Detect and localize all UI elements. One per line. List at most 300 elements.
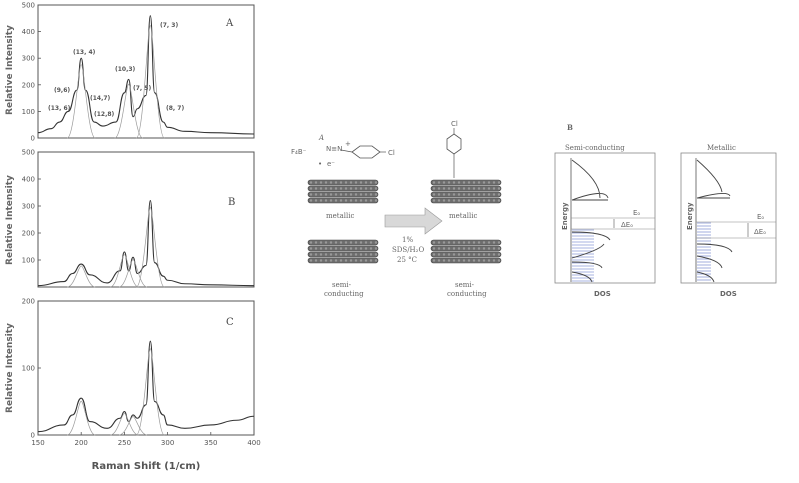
panel-c-frame: [38, 301, 254, 435]
nanotube-hex: [355, 241, 357, 243]
nanotube-hex: [453, 259, 455, 261]
nanotube-hex: [315, 199, 317, 201]
nanotube-hex: [493, 199, 495, 201]
nanotube-hex: [438, 199, 440, 201]
nanotube-hex: [370, 241, 372, 243]
spectrum-trace: [38, 16, 254, 134]
ytick-label: 300: [21, 54, 35, 63]
reaction-arrow: [385, 208, 442, 234]
nanotube-hex: [443, 199, 445, 201]
xtick-label: 400: [247, 439, 261, 447]
nanotube-hex: [345, 259, 347, 261]
nanotube-hex: [478, 259, 480, 261]
ytick-label: 400: [21, 175, 35, 184]
nanotube: [308, 192, 378, 197]
nanotube-hex: [320, 253, 322, 255]
nanotube-hex: [330, 181, 332, 183]
nanotube-hex: [370, 259, 372, 261]
nanotube-hex: [325, 247, 327, 249]
nanotube-hex: [453, 241, 455, 243]
nanotube-hex: [488, 199, 490, 201]
nanotube-hex: [345, 187, 347, 189]
nanotube-hex: [375, 241, 377, 243]
nanotube-hex: [483, 241, 485, 243]
nanotube-hex: [458, 241, 460, 243]
nanotube-hex: [438, 181, 440, 183]
nanotube-hex: [345, 181, 347, 183]
nanotube-hex: [315, 193, 317, 195]
nanotube-hex: [473, 259, 475, 261]
semiconducting-energy-label: Energy: [561, 202, 569, 230]
panel-b-label: B: [228, 197, 236, 208]
nanotube-hex: [370, 253, 372, 255]
semi-label-left-2: conducting: [324, 290, 364, 298]
nanotube-hex: [438, 247, 440, 249]
nanotube-hex: [448, 187, 450, 189]
nanotube-hex: [458, 181, 460, 183]
nanotube: [308, 246, 378, 251]
dos-panel-label: B: [567, 123, 573, 132]
semiconducting-delta: ΔEₒ: [621, 221, 634, 229]
annotation-12-8: (12,8): [94, 111, 115, 118]
nanotube-hex: [458, 199, 460, 201]
reagent-charge: +: [345, 140, 351, 148]
nanotube-hex: [355, 193, 357, 195]
nanotube-hex: [488, 259, 490, 261]
nanotube-hex: [365, 241, 367, 243]
nanotube-hex: [360, 247, 362, 249]
nanotube: [308, 186, 378, 191]
raman-panel-b: [22, 149, 254, 288]
nanotube-hex: [483, 187, 485, 189]
metallic-filled-states: [697, 223, 711, 280]
nanotube-hex: [340, 193, 342, 195]
nanotube: [431, 180, 501, 185]
nanotube-hex: [498, 241, 500, 243]
nanotube-hex: [463, 241, 465, 243]
dos-diagrams: [555, 123, 776, 298]
reagent-benzene-ring: [352, 146, 380, 158]
nanotube-hex: [335, 199, 337, 201]
nanotube: [431, 186, 501, 191]
nanotube-hex: [325, 259, 327, 261]
nanotube-hex: [468, 259, 470, 261]
nanotube-hex: [463, 181, 465, 183]
ytick-label: 0: [30, 134, 35, 143]
nanotube-hex: [488, 181, 490, 183]
raman-panel-a: [22, 2, 254, 143]
nanotube-hex: [360, 259, 362, 261]
nanotube-hex: [325, 193, 327, 195]
nanotube-hex: [468, 247, 470, 249]
nanotube-hex: [330, 247, 332, 249]
nanotube-hex: [355, 199, 357, 201]
nanotube-hex: [443, 181, 445, 183]
nanotube-hex: [478, 187, 480, 189]
nanotube-hex: [433, 199, 435, 201]
reagent-bond: [341, 150, 352, 152]
nanotube-hex: [448, 259, 450, 261]
nanotube-hex: [458, 253, 460, 255]
nanotube-hex: [375, 253, 377, 255]
nanotube-hex: [453, 199, 455, 201]
nanotube-hex: [350, 241, 352, 243]
nanotube-hex: [340, 181, 342, 183]
nanotube-hex: [310, 253, 312, 255]
nanotube-hex: [340, 187, 342, 189]
metallic-dos-label: DOS: [720, 290, 737, 298]
ytick-label: 200: [21, 81, 35, 90]
nanotube-hex: [310, 181, 312, 183]
nanotube-hex: [355, 187, 357, 189]
nanotube: [431, 240, 501, 245]
metallic-ef: Eₒ: [757, 213, 765, 221]
nanotube-hex: [438, 241, 440, 243]
nanotube-hex: [340, 247, 342, 249]
nanotube-hex: [458, 247, 460, 249]
ytick-label: 100: [21, 107, 35, 116]
nanotube-hex: [433, 247, 435, 249]
nanotube-hex: [463, 253, 465, 255]
nanotube-hex: [433, 259, 435, 261]
nanotube-hex: [478, 181, 480, 183]
nanotube-hex: [350, 181, 352, 183]
nanotube-hex: [335, 247, 337, 249]
annotation-14-7: (14,7): [90, 95, 111, 102]
nanotube-hex: [310, 187, 312, 189]
nanotube-hex: [443, 247, 445, 249]
nanotube-hex: [433, 253, 435, 255]
semiconducting-filled-states: [572, 230, 594, 281]
ytick-label: 0: [30, 431, 35, 440]
nanotube-hex: [345, 241, 347, 243]
nanotube-hex: [330, 241, 332, 243]
ytick-label: 100: [21, 364, 35, 373]
xtick-label: 300: [160, 439, 175, 447]
panel-a-plot: [38, 16, 254, 138]
nanotube-hex: [463, 187, 465, 189]
annotation-13-4: (13, 4): [73, 49, 96, 56]
nanotube-hex: [498, 187, 500, 189]
annotation-8-7: (8, 7): [166, 105, 185, 112]
nanotube-hex: [355, 181, 357, 183]
nanotube-hex: [468, 241, 470, 243]
condition-2: SDS/H₂O: [392, 246, 425, 254]
semi-label-right-2: conducting: [447, 290, 487, 298]
nanotube-hex: [498, 247, 500, 249]
reagent-nitrogen: N≡N: [326, 145, 343, 153]
nanotube-hex: [453, 247, 455, 249]
nanotube-hex: [483, 193, 485, 195]
panel-a-label: A: [226, 18, 234, 29]
xtick-label: 250: [117, 439, 132, 447]
xtick-label: 350: [204, 439, 218, 447]
nanotube-hex: [478, 247, 480, 249]
semiconducting-dos-label: DOS: [594, 290, 611, 298]
nanotube-hex: [458, 193, 460, 195]
nanotubes-metallic-left: [308, 180, 378, 203]
nanotube-hex: [438, 187, 440, 189]
nanotube-hex: [350, 199, 352, 201]
nanotube-hex: [463, 247, 465, 249]
annotation-7-5: (7, 5): [133, 85, 152, 92]
nanotube-hex: [448, 253, 450, 255]
nanotube-hex: [360, 181, 362, 183]
nanotube-hex: [325, 187, 327, 189]
nanotube-hex: [320, 241, 322, 243]
nanotube-hex: [345, 193, 347, 195]
nanotube-hex: [473, 187, 475, 189]
nanotube-hex: [310, 247, 312, 249]
semi-label-left-1: semi-: [332, 281, 351, 289]
dos-metallic: [681, 144, 776, 298]
nanotube-hex: [310, 259, 312, 261]
metallic-label-left: metallic: [326, 212, 355, 220]
nanotube-hex: [330, 193, 332, 195]
panel-b-frame: [38, 152, 254, 287]
nanotube-hex: [473, 193, 475, 195]
nanotube-hex: [310, 241, 312, 243]
nanotube-hex: [335, 241, 337, 243]
fit-component: [67, 266, 95, 287]
nanotube-hex: [360, 193, 362, 195]
nanotube-hex: [438, 253, 440, 255]
nanotube-hex: [365, 187, 367, 189]
spectrum-trace: [38, 341, 254, 431]
nanotube-hex: [493, 187, 495, 189]
nanotube: [431, 246, 501, 251]
nanotubes-metallic-right: [431, 180, 501, 203]
nanotube-hex: [315, 187, 317, 189]
nanotube-hex: [478, 193, 480, 195]
nanotube-hex: [493, 253, 495, 255]
annotation-10-3: (10,3): [115, 66, 136, 73]
nanotube: [431, 258, 501, 263]
nanotube-hex: [375, 181, 377, 183]
nanotube-hex: [498, 199, 500, 201]
nanotube-hex: [473, 199, 475, 201]
raman-panel-c: [22, 298, 254, 440]
product-cl: Cl: [451, 120, 458, 128]
reagent-counterion: F₄B⁻: [291, 148, 307, 156]
nanotube-hex: [370, 199, 372, 201]
nanotube-hex: [468, 199, 470, 201]
nanotube-hex: [448, 199, 450, 201]
nanotube-hex: [330, 199, 332, 201]
nanotube-hex: [453, 187, 455, 189]
nanotube-hex: [498, 181, 500, 183]
nanotube-hex: [468, 253, 470, 255]
nanotube: [431, 252, 501, 257]
panel-b-plot: [38, 201, 254, 287]
nanotube-hex: [320, 199, 322, 201]
nanotube-hex: [448, 193, 450, 195]
reagent-electron-dot: •: [318, 160, 323, 168]
nanotube-hex: [350, 193, 352, 195]
nanotube-hex: [493, 181, 495, 183]
nanotube-hex: [473, 241, 475, 243]
scheme-panel-label: A: [319, 134, 325, 142]
xtick-label: 200: [74, 439, 88, 447]
nanotube-hex: [483, 253, 485, 255]
nanotube-hex: [443, 187, 445, 189]
dos-semiconducting: [555, 144, 655, 298]
nanotube-hex: [310, 193, 312, 195]
nanotube-hex: [473, 247, 475, 249]
reagent-electron: e⁻: [327, 160, 336, 168]
nanotube-hex: [325, 199, 327, 201]
nanotube-hex: [350, 247, 352, 249]
nanotube-hex: [463, 199, 465, 201]
nanotube-hex: [365, 259, 367, 261]
nanotube-hex: [335, 259, 337, 261]
nanotubes-semiconducting-left: [308, 240, 378, 263]
nanotube-hex: [453, 253, 455, 255]
product-benzene-ring: [447, 134, 461, 154]
nanotube-hex: [483, 247, 485, 249]
nanotube-hex: [443, 241, 445, 243]
nanotube-hex: [448, 241, 450, 243]
nanotube-hex: [498, 253, 500, 255]
nanotube-hex: [335, 193, 337, 195]
ytick-label: 300: [21, 202, 35, 211]
nanotube-hex: [488, 253, 490, 255]
nanotube-hex: [375, 193, 377, 195]
nanotube: [308, 180, 378, 185]
raman-figure: [5, 2, 261, 473]
nanotube-hex: [355, 259, 357, 261]
nanotube-hex: [468, 187, 470, 189]
ytick-label: 500: [21, 148, 35, 157]
metallic-label-right: metallic: [449, 212, 478, 220]
nanotube-hex: [325, 181, 327, 183]
nanotube-hex: [473, 181, 475, 183]
nanotube: [308, 240, 378, 245]
spectrum-trace: [38, 201, 254, 286]
fit-component: [136, 25, 164, 138]
nanotube: [431, 192, 501, 197]
nanotube-hex: [463, 259, 465, 261]
nanotube-hex: [330, 253, 332, 255]
nanotube-hex: [365, 247, 367, 249]
condition-1: 1%: [402, 236, 414, 244]
nanotube-hex: [483, 199, 485, 201]
nanotube-hex: [355, 253, 357, 255]
nanotube-hex: [473, 253, 475, 255]
ylabel-c: Relative Intensity: [5, 323, 15, 413]
nanotube-hex: [483, 181, 485, 183]
ytick-label: 400: [21, 28, 35, 37]
nanotube-hex: [320, 259, 322, 261]
nanotube-hex: [365, 181, 367, 183]
ytick-label: 200: [21, 229, 35, 238]
nanotube-hex: [493, 193, 495, 195]
fit-component: [136, 349, 164, 435]
ytick-label: 100: [21, 256, 35, 265]
nanotube-hex: [360, 241, 362, 243]
annotation-9-6: (9,6): [54, 87, 71, 94]
nanotube-hex: [453, 181, 455, 183]
nanotube-hex: [335, 253, 337, 255]
nanotube-hex: [443, 259, 445, 261]
nanotube-hex: [493, 241, 495, 243]
nanotube-hex: [340, 241, 342, 243]
metallic-delta: ΔEₒ: [754, 228, 767, 236]
semiconducting-title: Semi-conducting: [565, 144, 625, 152]
nanotube-hex: [360, 253, 362, 255]
panel-a-annotations: [48, 22, 184, 118]
nanotube-hex: [360, 187, 362, 189]
nanotube: [308, 252, 378, 257]
nanotube-hex: [315, 247, 317, 249]
nanotube-hex: [330, 187, 332, 189]
nanotube-hex: [370, 193, 372, 195]
nanotube-hex: [463, 193, 465, 195]
semi-label-right-1: semi-: [455, 281, 474, 289]
nanotube-hex: [443, 253, 445, 255]
metallic-title: Metallic: [707, 144, 736, 152]
panel-c-plot: [38, 341, 254, 435]
fit-component: [115, 84, 143, 138]
nanotube-hex: [448, 247, 450, 249]
nanotube-hex: [488, 187, 490, 189]
nanotube-hex: [443, 193, 445, 195]
fit-component: [119, 417, 147, 435]
nanotube: [308, 258, 378, 263]
nanotube-hex: [335, 187, 337, 189]
nanotube-hex: [375, 187, 377, 189]
nanotube: [308, 198, 378, 203]
nanotube-hex: [370, 187, 372, 189]
nanotube-hex: [320, 247, 322, 249]
nanotube-hex: [370, 247, 372, 249]
nanotube-hex: [315, 241, 317, 243]
annotation-7-3: (7, 3): [160, 22, 179, 29]
nanotube-hex: [448, 181, 450, 183]
nanotube-hex: [315, 253, 317, 255]
ytick-label: 200: [21, 297, 35, 306]
nanotube-hex: [438, 259, 440, 261]
panel-c-label: C: [226, 317, 234, 328]
nanotube-hex: [433, 193, 435, 195]
metallic-energy-label: Energy: [686, 202, 694, 230]
nanotube-hex: [320, 193, 322, 195]
nanotube-hex: [315, 181, 317, 183]
nanotube-hex: [458, 187, 460, 189]
nanotube-hex: [345, 253, 347, 255]
nanotube-hex: [365, 253, 367, 255]
nanotube-hex: [340, 253, 342, 255]
reaction-scheme: [291, 120, 501, 298]
nanotube-hex: [360, 199, 362, 201]
xtick-label: 150: [31, 439, 45, 447]
nanotube-hex: [478, 199, 480, 201]
nanotube-hex: [355, 247, 357, 249]
nanotube-hex: [468, 181, 470, 183]
nanotube-hex: [498, 193, 500, 195]
nanotube-hex: [340, 199, 342, 201]
nanotube-hex: [493, 247, 495, 249]
nanotube: [431, 198, 501, 203]
nanotube-hex: [330, 259, 332, 261]
fit-component: [110, 413, 138, 435]
nanotube-hex: [488, 247, 490, 249]
nanotube-hex: [350, 187, 352, 189]
nanotube-hex: [370, 181, 372, 183]
nanotubes-semiconducting-right: [431, 240, 501, 263]
nanotube-hex: [335, 181, 337, 183]
ylabel-b: Relative Intensity: [5, 175, 15, 265]
